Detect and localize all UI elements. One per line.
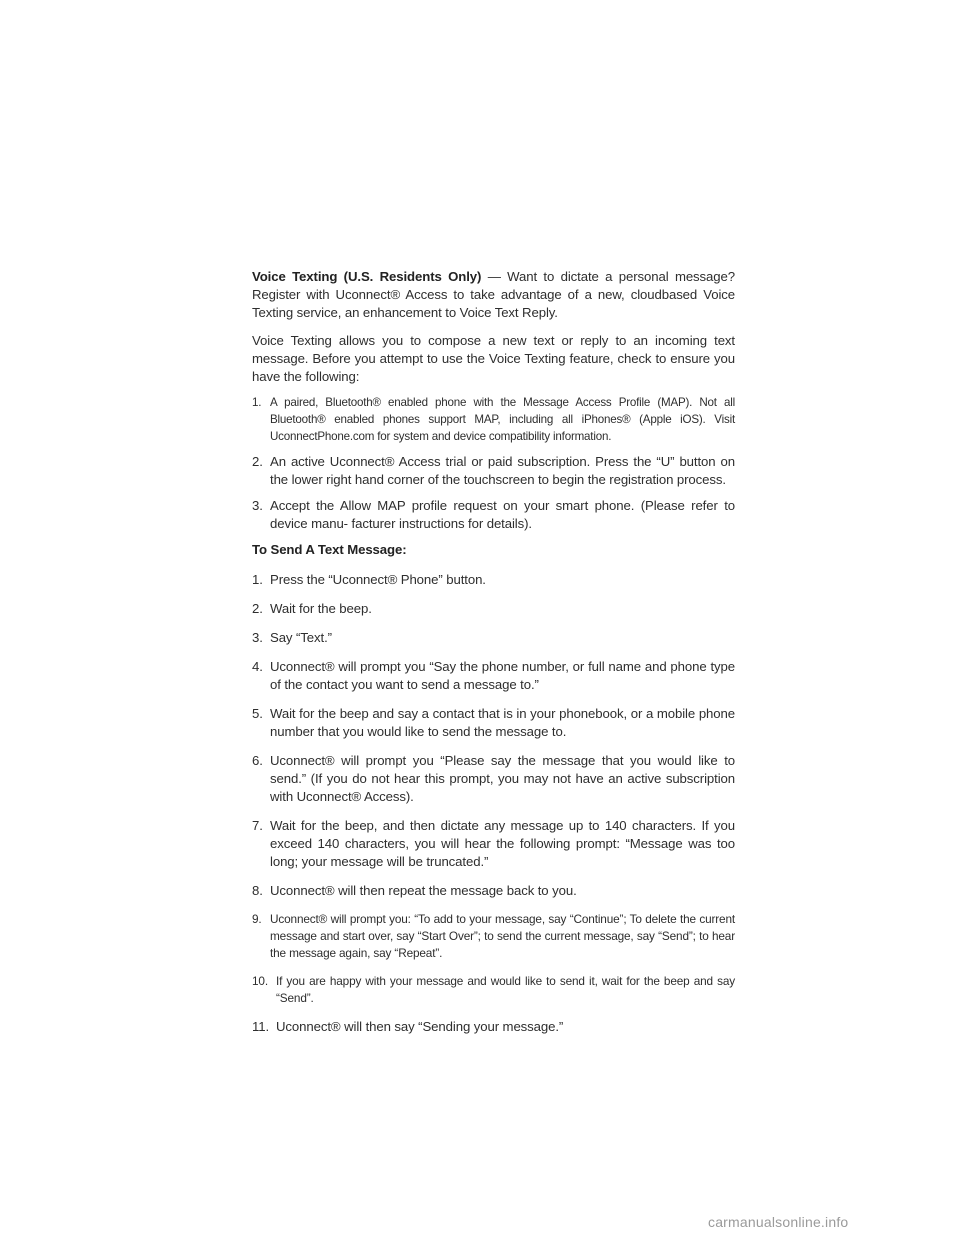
step-number: 8.: [252, 883, 263, 898]
watermark-logo: carmanualsonline.info: [708, 1214, 849, 1230]
step-text: Wait for the beep.: [270, 601, 372, 616]
step-item: [252, 752, 735, 806]
step-number: 6.: [252, 753, 263, 768]
step-text: Uconnect® will prompt you “Say the phone number, or full name and phone type of the contact you want to send a message to.”: [270, 659, 735, 692]
requirements-list: [252, 394, 735, 533]
requirement-item: [252, 497, 735, 533]
step-number: 9.: [252, 912, 262, 926]
step-item: [252, 882, 735, 900]
step-item: [252, 705, 735, 741]
step-number: 3.: [252, 630, 263, 645]
requirement-number: 3.: [252, 498, 263, 513]
step-number: 11.: [252, 1019, 270, 1034]
requirement-item: [252, 394, 735, 445]
send-text-steps: [252, 571, 735, 1036]
requirement-number: 2.: [252, 454, 263, 469]
step-item: [252, 911, 735, 962]
step-item: [252, 817, 735, 871]
step-number: 2.: [252, 601, 263, 616]
voice-texting-title: Voice Texting (U.S. Residents Only): [252, 269, 482, 284]
requirement-text: Accept the Allow MAP profile request on your smart phone. (Please refer to device manu- facturer instructions for details).: [270, 498, 735, 531]
step-item: [252, 1018, 735, 1036]
step-text: Say “Text.”: [270, 630, 332, 645]
step-text: Press the “Uconnect® Phone” button.: [270, 572, 486, 587]
step-text: Wait for the beep and say a contact that is in your phonebook, or a mobile phone number that you would like to send the message to.: [270, 706, 735, 739]
step-item: [252, 571, 735, 589]
step-text: Wait for the beep, and then dictate any message up to 140 characters. If you exceed 140 characters, you will hear the following prompt: “Message was too long; your message will be truncated.”: [270, 818, 735, 869]
step-text: Uconnect® will prompt you: “To add to your message, say “Continue”; To delete the current message and start over, say “Start Over”; to send the current message, say “Send”; to hear the message again, say “Repeat”.: [270, 912, 735, 960]
step-number: 10.: [252, 974, 268, 988]
step-number: 5.: [252, 706, 263, 721]
requirement-text: A paired, Bluetooth® enabled phone with the Message Access Profile (MAP). Not all Bluetooth® enabled phones support MAP, including all iPhones® (Apple iOS). Visit UconnectPhone.com for system and device compatibility information.: [270, 396, 735, 443]
voice-texting-intro-text: — Want to dictate a personal message? Register with Uconnect® Access to take advantage of a new, cloudbased Voice Texting service, an enhancement to Voice Text Reply.: [252, 269, 735, 320]
step-number: 4.: [252, 659, 263, 674]
requirement-number: 1.: [252, 396, 262, 409]
voice-texting-description: Voice Texting allows you to compose a new text or reply to an incoming text message. Before you attempt to use the Voice Texting feature, check to ensure you have the following:: [252, 333, 735, 384]
step-item: [252, 973, 735, 1007]
step-item: [252, 658, 735, 694]
step-text: If you are happy with your message and would like to send it, wait for the beep and say “Send”.: [276, 974, 735, 1005]
step-number: 1.: [252, 572, 263, 587]
voice-texting-intro: [252, 268, 735, 322]
step-text: Uconnect® will then say “Sending your message.”: [276, 1019, 564, 1034]
step-item: [252, 600, 735, 618]
requirement-text: An active Uconnect® Access trial or paid subscription. Press the “U” button on the lower right hand corner of the touchscreen to begin the registration process.: [270, 454, 735, 487]
send-text-heading: To Send A Text Message:: [252, 542, 407, 557]
step-text: Uconnect® will prompt you “Please say the message that you would like to send.” (If you do not hear this prompt, you may not have an active subscription with Uconnect® Access).: [270, 753, 735, 804]
document-body: [252, 268, 735, 1047]
requirement-item: [252, 453, 735, 489]
step-number: 7.: [252, 818, 263, 833]
step-text: Uconnect® will then repeat the message back to you.: [270, 883, 577, 898]
step-item: [252, 629, 735, 647]
